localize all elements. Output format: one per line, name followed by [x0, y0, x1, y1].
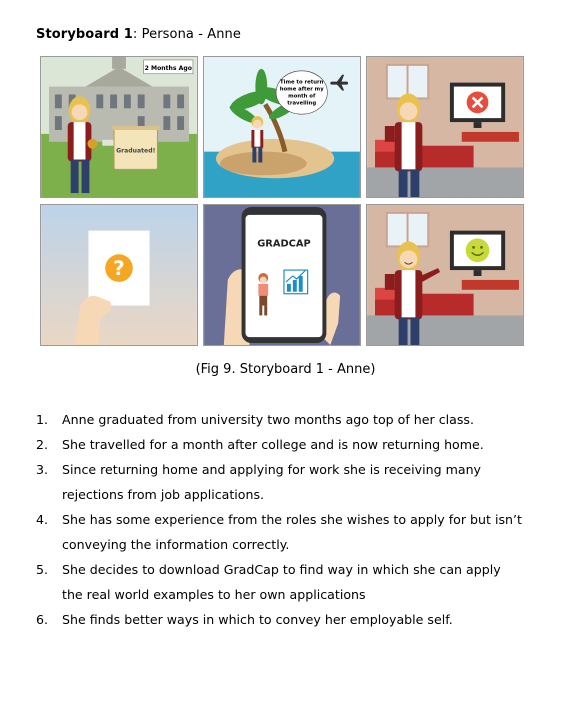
smiley-icon: [466, 239, 490, 263]
speech-bubble: [276, 71, 327, 114]
app-title: GRADCAP: [257, 238, 311, 250]
heading-rest: : Persona - Anne: [132, 27, 241, 42]
storyboard-grid: [40, 56, 525, 347]
list-item: 4. She has some experience from the roles she wishes to apply for but isn’t conveying the information correctly.: [36, 512, 522, 552]
list-item: 2. She travelled for a month after college and is now returning home.: [36, 437, 484, 452]
bedroom-rejection-scene: [367, 57, 523, 197]
question-scene: [41, 205, 197, 345]
story-list: [36, 407, 546, 632]
svg-text:travelling: travelling: [287, 100, 317, 107]
figure-caption: (Fig 9. Storyboard 1 - Anne): [195, 362, 376, 377]
panel-island: [203, 56, 361, 198]
time-sign: 2 Months Ago: [144, 64, 192, 72]
bedroom-success-scene: [367, 205, 523, 345]
svg-text:home after my: home after my: [279, 86, 324, 93]
heading-bold: Storyboard 1: [36, 27, 133, 42]
panel-question: [40, 204, 198, 346]
growth-chart-icon: [284, 270, 308, 294]
list-item: 6. She finds better ways in which to convey her employable self.: [36, 612, 453, 627]
graduated-banner: Graduated!: [116, 147, 156, 155]
panel-graduation: [40, 56, 198, 198]
panel-gradcap-app: [203, 204, 361, 346]
document-heading: [36, 27, 241, 42]
list-item: 1. Anne graduated from university two months ago top of her class.: [36, 412, 474, 427]
error-icon: [467, 92, 489, 114]
graduation-scene: [41, 57, 197, 197]
panel-rejection: [366, 56, 524, 198]
panel-success: [366, 204, 524, 346]
svg-text:month of: month of: [288, 93, 316, 100]
svg-text:?: ?: [113, 257, 125, 280]
svg-text:Time to return: Time to return: [280, 79, 324, 86]
question-mark-icon: [105, 254, 133, 282]
list-item: 3. Since returning home and applying for work she is receiving many rejections from job applications.: [36, 462, 482, 502]
island-scene: [204, 57, 360, 197]
gradcap-phone-scene: [204, 205, 360, 345]
list-item: 5. She decides to download GradCap to find way in which she can apply the real world examples to her own applications: [36, 562, 501, 602]
